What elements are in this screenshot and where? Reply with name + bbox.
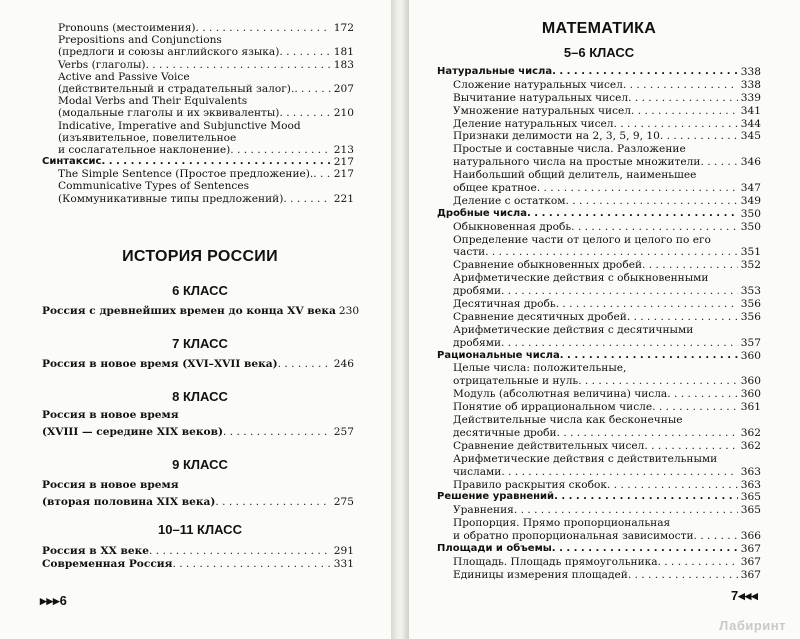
toc-entry-title: Деление натуральных чисел (453, 117, 614, 130)
toc-entry-title: части (453, 246, 486, 259)
dot-leader (278, 357, 331, 371)
toc-page-number: 357 (740, 336, 761, 349)
dot-leader (527, 208, 738, 221)
toc-page-number: 347 (740, 182, 761, 195)
toc-entry-title: десятичные дроби (453, 426, 557, 439)
dot-leader (230, 144, 331, 156)
toc-page-number: 338 (740, 78, 761, 91)
toc-entry-title: Решение уравнений (437, 491, 555, 503)
dot-leader (172, 557, 330, 571)
toc-page-number: 356 (740, 298, 761, 311)
toc-entry (437, 195, 761, 208)
toc-entry-title: (изъявительное, повелительное (58, 131, 237, 144)
toc-entry-title: Prepositions and Conjunctions (58, 34, 222, 47)
toc-page-number: 338 (740, 66, 761, 78)
toc-page-number: 367 (740, 555, 761, 568)
subject-title-history: ИСТОРИЯ РОССИИ (122, 248, 278, 265)
toc-entry-title: Сравнение обыкновенных дробей (453, 259, 643, 272)
dot-leader (628, 92, 738, 105)
toc-entry-title: Сравнение десятичных дробей (453, 310, 627, 323)
toc-entry (437, 453, 761, 479)
toc-page-number: 346 (740, 156, 761, 169)
page-number-left: ▸▸▸6 (40, 593, 67, 608)
history-toc-entry (42, 478, 354, 512)
toc-entry (437, 491, 761, 504)
toc-entry (437, 208, 761, 221)
toc-page-number: 344 (740, 117, 761, 130)
toc-page-number: 217 (333, 168, 354, 181)
toc-entry-title: Действительные числа как бесконечные (453, 414, 683, 427)
toc-entry-title: Дробные числа (437, 207, 528, 219)
toc-entry (437, 556, 761, 569)
toc-entry-title: (предлоги и союзы английского языка) (58, 46, 280, 59)
toc-entry-title: Active and Passive Voice (58, 70, 190, 83)
dot-leader (607, 479, 738, 492)
toc-page-number: 339 (740, 91, 761, 104)
toc-page-number: 367 (740, 542, 761, 555)
grade-heading: 7 КЛАСС (172, 336, 228, 351)
dot-leader (578, 375, 738, 388)
toc-page-number: 362 (740, 439, 761, 452)
dot-leader (196, 22, 331, 34)
toc-page-number: 349 (740, 194, 761, 207)
toc-entry (437, 298, 761, 311)
toc-entry-title: Уравнения (453, 504, 514, 517)
toc-page-number: 361 (740, 401, 761, 414)
toc-entry (437, 440, 761, 453)
dot-leader (631, 105, 738, 118)
toc-entry (437, 92, 761, 105)
toc-entry (42, 59, 354, 71)
toc-entry (437, 414, 761, 440)
dot-leader (627, 311, 738, 324)
toc-entry-title: и обратно пропорциональная зависимости (453, 530, 694, 543)
toc-entry (42, 120, 354, 157)
toc-entry-title: отрицательные и нуль (453, 375, 579, 388)
toc-entry (437, 272, 761, 298)
grade-heading: 10–11 КЛАСС (158, 522, 242, 537)
toc-entry (437, 362, 761, 388)
dot-leader (501, 337, 738, 350)
dot-leader (501, 466, 737, 479)
history-entry-title: Россия с древнейших времен до конца XV века (42, 305, 336, 317)
dot-leader (554, 491, 738, 504)
history-toc-entry (42, 408, 354, 442)
toc-entry-title: Умножение натуральных чисел (453, 104, 632, 117)
toc-entry (437, 569, 761, 582)
toc-page-number: 366 (740, 530, 761, 543)
toc-entry-title: Площадь. Площадь прямоугольника (453, 555, 658, 568)
grade-heading: 6 КЛАСС (172, 283, 228, 298)
toc-entry-title: Деление с остатком (453, 194, 566, 207)
toc-entry (42, 71, 354, 95)
history-entry-title: (XVIII — середине XIX веков) (42, 426, 223, 438)
dot-leader (313, 168, 330, 180)
toc-entry-title: Определение части от целого и целого по его (453, 233, 711, 246)
history-entry-title: Россия в новое время (42, 479, 179, 491)
history-toc-entry (42, 557, 354, 571)
history-entry-title: (вторая половина XIX века) (42, 496, 216, 508)
grade-heading-math: 5–6 КЛАСС (563, 45, 635, 60)
toc-entry-title: (модальные глаголы и их эквиваленты) (58, 107, 280, 120)
toc-page-number: 183 (333, 58, 354, 71)
toc-entry (437, 79, 761, 92)
toc-entry-title: Арифметические действия с действительными (453, 452, 718, 465)
dot-leader (223, 425, 331, 442)
dot-leader (514, 504, 738, 517)
left-toc (42, 22, 354, 205)
dot-leader (560, 350, 738, 363)
toc-entry-title: The Simple Sentence (Простое предложение). (58, 168, 314, 181)
toc-page-number: 217 (333, 156, 354, 169)
toc-page-number: 352 (740, 259, 761, 272)
right-toc (437, 66, 761, 582)
toc-entry-title: Indicative, Imperative and Subjunctive Mood (58, 119, 301, 132)
toc-page-number: 360 (740, 349, 761, 362)
toc-page-number: 362 (740, 426, 761, 439)
toc-entry (437, 169, 761, 195)
toc-entry-title: числами (453, 465, 502, 478)
watermark-logo: Лабиринт (719, 618, 786, 633)
toc-entry (437, 311, 761, 324)
toc-page-number: 365 (740, 491, 761, 504)
toc-entry-title: Целые числа: положительные, (453, 362, 627, 375)
toc-entry-title: Communicative Types of Sentences (58, 180, 250, 193)
dot-leader (623, 79, 738, 92)
toc-entry-title: Правило раскрытия скобок (453, 478, 607, 491)
toc-entry (437, 324, 761, 350)
toc-entry (437, 234, 761, 260)
toc-entry-title: Натуральные числа (437, 66, 553, 77)
page-number-right: 7◂◂◂ (731, 588, 758, 603)
dot-leader (146, 59, 331, 71)
toc-entry (437, 350, 761, 363)
dot-leader (552, 66, 738, 79)
dot-leader (149, 544, 331, 558)
dot-leader (571, 221, 738, 234)
toc-entry-title: Вычитание натуральных чисел (453, 91, 629, 104)
toc-page-number: 351 (740, 246, 761, 259)
toc-page-number: 353 (740, 285, 761, 298)
toc-entry (437, 504, 761, 517)
toc-page-number: 350 (740, 207, 761, 220)
toc-page-number: 367 (740, 568, 761, 581)
toc-page-number: 365 (740, 504, 761, 517)
toc-page-number: 341 (740, 104, 761, 117)
dot-leader (652, 401, 738, 414)
toc-entry-title: Наибольший общий делитель, наименьшее (453, 169, 697, 182)
history-page-number: 275 (333, 496, 354, 508)
history-toc-entry (42, 544, 354, 558)
toc-entry (437, 259, 761, 272)
toc-entry (437, 388, 761, 401)
grade-heading: 9 КЛАСС (172, 457, 228, 472)
toc-page-number: 345 (740, 130, 761, 143)
toc-entry (42, 95, 354, 119)
toc-entry-title: и сослагательное наклонение) (58, 143, 231, 156)
left-page (0, 0, 391, 639)
toc-entry-title: Единицы измерения площадей (453, 568, 628, 581)
toc-entry-title: Десятичная дробь (453, 298, 556, 311)
toc-entry (437, 401, 761, 414)
dot-leader (557, 427, 738, 440)
dot-leader (101, 156, 330, 168)
history-entry-title: Россия в XX веке (42, 545, 149, 557)
history-entry-title: Россия в новое время (XVI–XVII века) (42, 358, 278, 370)
dot-leader (644, 440, 737, 453)
toc-entry-title: Понятие об иррациональном числе (453, 401, 653, 414)
toc-entry-title: (Коммуникативные типы предложений) (58, 192, 284, 205)
book-gutter (391, 0, 409, 639)
toc-entry-title: дробями (453, 285, 502, 298)
dot-leader (215, 495, 330, 512)
dot-leader (667, 388, 738, 401)
toc-entry (437, 479, 761, 492)
history-page-number: 230 (338, 305, 360, 317)
toc-entry-title: Признаки делимости на 2, 3, 5, 9, 10 (453, 130, 660, 143)
dot-leader (279, 46, 330, 58)
toc-entry-title: Verbs (глаголы) (58, 58, 146, 71)
toc-entry-title: Простые и составные числа. Разложение (453, 143, 686, 156)
toc-entry (437, 543, 761, 556)
toc-entry (437, 143, 761, 169)
toc-page-number: 213 (333, 143, 354, 156)
dot-leader (694, 530, 738, 543)
toc-entry (437, 130, 761, 143)
toc-entry-title: Сравнение действительных чисел (453, 439, 645, 452)
dot-leader (700, 156, 737, 169)
dot-leader (642, 259, 738, 272)
toc-page-number: 356 (740, 310, 761, 323)
toc-entry (42, 168, 354, 180)
toc-entry (437, 66, 761, 79)
toc-entry-title: (действительный и страдательный залог). (58, 82, 295, 95)
history-entry-title: Россия в новое время (42, 409, 179, 421)
toc-entry (437, 118, 761, 131)
history-page-number: 257 (333, 426, 354, 438)
toc-page-number: 172 (333, 22, 354, 34)
history-page-number: 246 (333, 358, 354, 370)
toc-page-number: 363 (740, 478, 761, 491)
toc-entry-title: дробями (453, 336, 502, 349)
toc-entry (42, 180, 354, 204)
subject-title-math: МАТЕМАТИКА (541, 20, 657, 37)
dot-leader (628, 569, 738, 582)
dot-leader (294, 83, 330, 95)
dot-leader (501, 285, 738, 298)
toc-entry (437, 517, 761, 543)
grade-heading: 8 КЛАСС (172, 389, 228, 404)
toc-page-number: 360 (740, 388, 761, 401)
toc-entry-title: Арифметические действия с десятичными (453, 323, 694, 336)
toc-page-number: 207 (333, 82, 354, 95)
toc-page-number: 360 (740, 375, 761, 388)
history-entry-title: Современная Россия (42, 558, 173, 570)
toc-entry-title: Синтаксис (42, 156, 102, 168)
toc-entry-title: общее кратное (453, 182, 537, 195)
history-toc-entry (42, 357, 354, 371)
toc-entry (42, 22, 354, 34)
toc-entry-title: Сложение натуральных чисел (453, 78, 623, 91)
toc-page-number: 181 (333, 46, 354, 59)
dot-leader (552, 543, 738, 556)
toc-entry (42, 156, 354, 168)
history-toc-entry (42, 304, 360, 318)
dot-leader (660, 130, 738, 143)
toc-entry-title: Рациональные числа (437, 349, 560, 361)
dot-leader (283, 193, 330, 205)
toc-entry-title: Обыкновенная дробь (453, 220, 572, 233)
dot-leader (566, 195, 738, 208)
toc-entry (437, 221, 761, 234)
toc-entry-title: Пропорция. Прямо пропорциональная (453, 517, 671, 530)
toc-entry-title: Модуль (абсолютная величина) числа (453, 388, 668, 401)
dot-leader (537, 182, 738, 195)
dot-leader (614, 118, 738, 131)
toc-page-number: 363 (740, 465, 761, 478)
dot-leader (485, 246, 738, 259)
toc-page-number: 350 (740, 220, 761, 233)
toc-entry (437, 105, 761, 118)
dot-leader (556, 298, 738, 311)
toc-entry-title: Арифметические действия с обыкновенными (453, 272, 709, 285)
right-page (409, 0, 800, 639)
history-page-number: 291 (333, 545, 354, 557)
toc-entry-title: Площади и объемы (437, 542, 552, 554)
toc-page-number: 221 (333, 192, 354, 205)
toc-entry-title: натурального числа на простые множители (453, 156, 701, 169)
toc-entry-title: Modal Verbs and Their Equivalents (58, 95, 248, 108)
toc-page-number: 210 (333, 107, 354, 120)
toc-entry-title: Pronouns (местоимения) (58, 22, 196, 34)
dot-leader (279, 107, 330, 119)
history-page-number: 331 (333, 558, 354, 570)
toc-entry (42, 34, 354, 58)
dot-leader (658, 556, 738, 569)
